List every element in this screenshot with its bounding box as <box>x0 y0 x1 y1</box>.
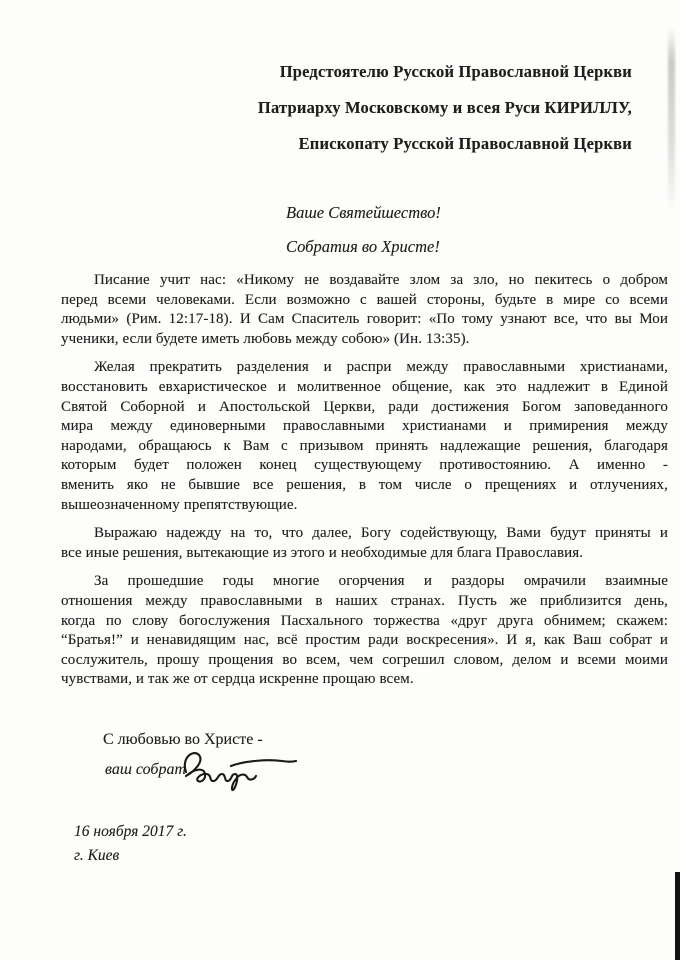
body-line: восстановить евхаристическое и молитвенное общение, как это надлежит в Единой <box>61 378 668 395</box>
body-line: мира между единоверными православными христианами и примирения между <box>61 418 668 435</box>
body-line: Святой Соборной и Апостольской Церкви, ради достижения Богом заповеданного <box>61 398 668 415</box>
body-line: Писание учит нас: «Никому не воздавайте злом за зло, но пекитесь о добром <box>94 272 668 288</box>
salutation-line-2: Собратия во Христе! <box>286 237 440 256</box>
letter-body <box>61 271 668 699</box>
recipient-address-block <box>0 54 632 162</box>
body-line: перед всеми человеками. Если возможно с вашей стороны, будьте в мире со всеми <box>61 291 668 308</box>
place-line: г. Киев <box>74 847 120 864</box>
body-line: За прошедшие годы многие огорчения и раздоры омрачили взаимные <box>94 573 668 590</box>
scan-corner-mark-artifact <box>675 872 680 960</box>
signoff: ваш собрат <box>105 761 187 778</box>
body-line: Выражаю надежду на то, что далее, Богу содействующу, Вами будут приняты и <box>94 525 668 542</box>
body-line: когда по слову богослужения Пасхального торжества «друг друга обнимем; скажем: <box>61 612 668 629</box>
body-line: чувствами, и так же от сердца искренне прощаю всем. <box>61 671 414 688</box>
handwritten-signature-filaret <box>176 746 312 794</box>
scan-edge-streak-artifact <box>668 28 675 213</box>
body-paragraph <box>61 524 668 563</box>
body-line: людьми» (Рим. 12:17-18). И Сам Спаситель говорит: «По тому узнают все, что вы Мои <box>61 311 668 328</box>
body-line: народами, обращаюсь к Вам с призывом принять надлежащие решения, благодаря <box>61 437 668 454</box>
body-paragraph <box>61 572 668 690</box>
body-line: сослужитель, прошу прощения во всем, чем согрешил словом, делом и всеми моими <box>61 651 668 668</box>
date-line: 16 ноября 2017 г. <box>74 823 187 840</box>
body-paragraph <box>61 358 668 515</box>
body-line: вышеозначенному препятствующие. <box>61 496 298 513</box>
body-line: вменить яко не бывшие все решения, в том числе о прещениях и отлучениях, <box>61 476 668 493</box>
recipient-line-3: Епископату Русской Православной Церкви <box>298 134 632 153</box>
salutation-line-1: Ваше Святейшество! <box>286 203 441 222</box>
body-line: “Братья!” и ненавидящим нас, всё простим ради воскресения». И я, как Ваш собрат и <box>61 632 668 649</box>
body-line: Желая прекратить разделения и распри между православными христианами, <box>94 359 668 376</box>
date-block <box>74 820 187 868</box>
body-line: которым будет положен конец существующему противостоянию. А именно - <box>61 457 668 474</box>
recipient-line-2: Патриарху Московскому и всея Руси КИРИЛЛУ, <box>257 98 632 117</box>
body-paragraph <box>61 271 668 349</box>
salutation-block <box>286 196 441 264</box>
body-line: все иные решения, вытекающие из этого и необходимые для блага Православия. <box>61 544 584 561</box>
body-line: отношения между православными в наших странах. Пусть же приблизится день, <box>61 592 668 609</box>
body-line: ученики, если будете иметь любовь между собою» (Ин. 13:35). <box>61 330 470 347</box>
recipient-line-1: Предстоятелю Русской Православной Церкви <box>279 62 632 81</box>
valediction: С любовью во Христе - <box>103 731 263 748</box>
